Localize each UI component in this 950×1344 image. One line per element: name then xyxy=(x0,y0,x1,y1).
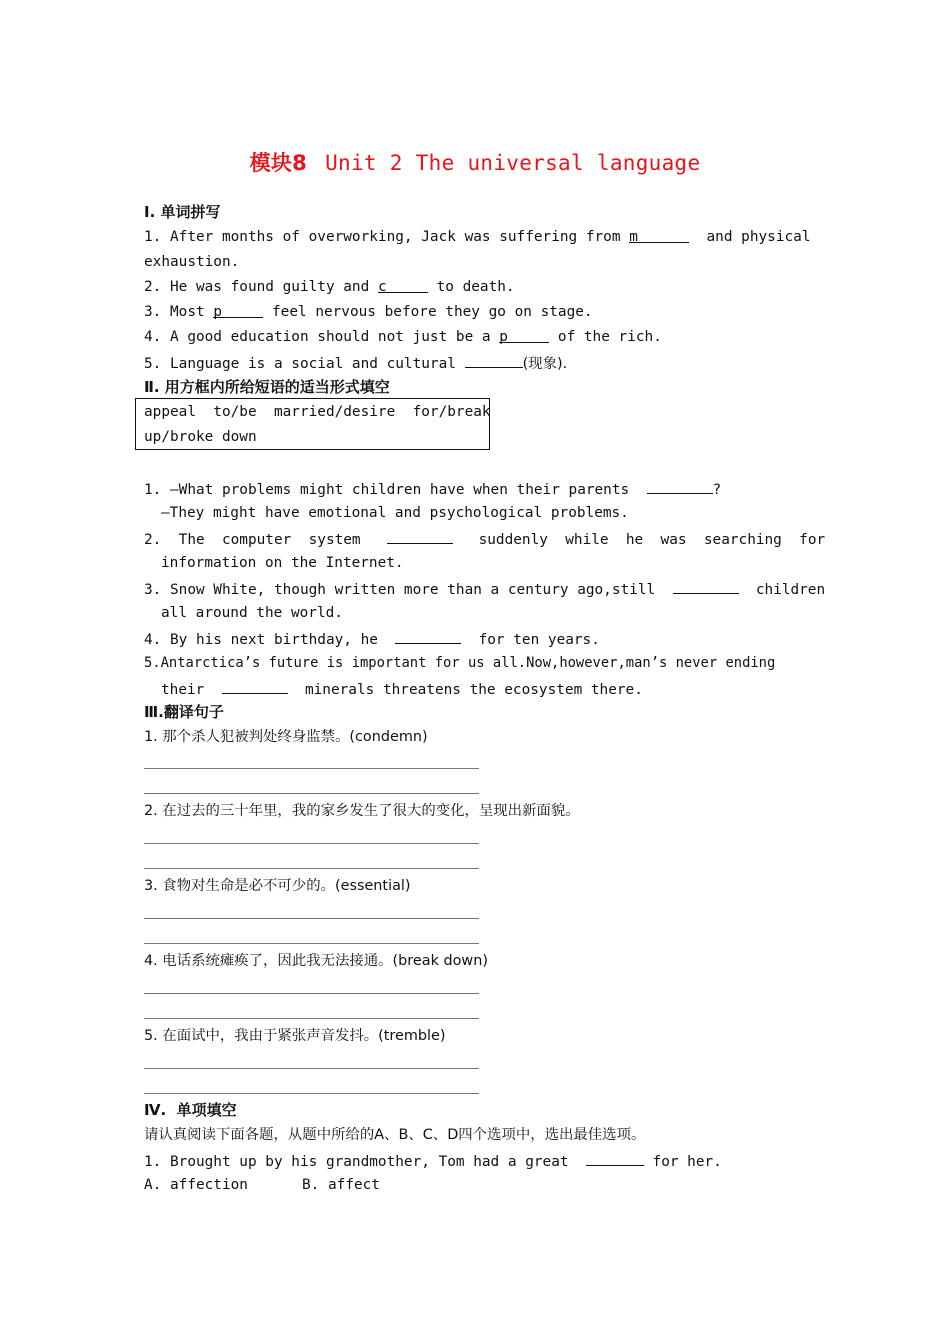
s2-question-5-cont xyxy=(161,679,643,699)
title-module: 模块8 xyxy=(249,151,308,175)
s1-question-4 xyxy=(144,328,662,346)
s1-q1-letter: m xyxy=(629,229,638,245)
s1-q3-text: 3. Most xyxy=(144,304,205,320)
s2-q3-text: 3. Snow White, though written more than a century ago,still xyxy=(144,582,656,598)
s3-item-3: 3. 食物对生命是必不可少的。(essential) xyxy=(144,878,411,894)
page-title xyxy=(0,147,950,177)
s3-item-1: 1. 那个杀人犯被判处终身监禁。(condemn) xyxy=(144,729,428,745)
section-3-heading: Ⅲ.翻译句子 xyxy=(144,703,224,721)
title-unit: Unit 2 The universal language xyxy=(325,151,701,175)
s2-question-3 xyxy=(144,579,825,599)
s1-question-2 xyxy=(144,278,515,296)
s2-question-3-cont: all around the world. xyxy=(161,605,343,621)
s1-q5-text-end: (现象). xyxy=(522,356,568,372)
s2-q1-text: 1. —What problems might children have when their parents xyxy=(144,482,630,498)
answer-line[interactable] xyxy=(144,1068,479,1069)
s4-option-b[interactable]: B. affect xyxy=(302,1177,380,1193)
s1-q3-blank[interactable] xyxy=(213,303,263,318)
s1-question-1-cont: exhaustion. xyxy=(144,254,240,270)
s2-question-2 xyxy=(144,529,825,549)
s1-q2-text: 2. He was found guilty and xyxy=(144,279,370,295)
answer-line[interactable] xyxy=(144,868,479,869)
s2-q4-blank[interactable] xyxy=(395,629,461,644)
s2-q3-text-end: children xyxy=(755,582,826,598)
s4-q1-blank[interactable] xyxy=(586,1151,644,1166)
answer-line[interactable] xyxy=(144,793,479,794)
s4-q1-text: 1. Brought up by his grandmother, Tom had a great xyxy=(144,1154,569,1170)
s1-q4-text-end: of the rich. xyxy=(557,329,662,345)
answer-line[interactable] xyxy=(144,768,479,769)
s2-question-4 xyxy=(144,629,600,649)
answer-line[interactable] xyxy=(144,943,479,944)
answer-line[interactable] xyxy=(144,843,479,844)
s2-q5-text-end: minerals threatens the ecosystem there. xyxy=(304,682,643,698)
s4-q1-text-end: for her. xyxy=(652,1154,722,1170)
s2-q2-text-end: suddenly while he was searching for xyxy=(478,532,826,548)
section-4-heading: Ⅳ. 单项填空 xyxy=(144,1101,237,1119)
phrase-box-line-2: up/broke down xyxy=(144,429,257,445)
s2-q2-text: 2. The computer system xyxy=(144,532,361,548)
answer-line[interactable] xyxy=(144,993,479,994)
s1-question-3 xyxy=(144,303,593,321)
section-1-heading: Ⅰ. 单词拼写 xyxy=(144,203,221,221)
s1-q2-text-end: to death. xyxy=(436,279,515,295)
s1-q2-blank[interactable] xyxy=(378,278,428,293)
section-2-heading: Ⅱ. 用方框内所给短语的适当形式填空 xyxy=(144,378,390,396)
answer-line[interactable] xyxy=(144,918,479,919)
s2-q5-blank[interactable] xyxy=(222,679,288,694)
s4-instruction: 请认真阅读下面各题，从题中所给的A、B、C、D四个选项中，选出最佳选项。 xyxy=(144,1127,646,1143)
s2-q1-text-end: ? xyxy=(712,482,722,498)
s1-q1-text-end: and physical xyxy=(706,229,811,245)
s1-question-5 xyxy=(144,353,567,373)
s2-question-1 xyxy=(144,479,721,499)
s2-q5-text: their xyxy=(161,682,205,698)
s2-question-1-answer: —They might have emotional and psychological problems. xyxy=(161,505,629,521)
s1-q3-text-end: feel nervous before they go on stage. xyxy=(272,304,593,320)
s1-q4-blank[interactable] xyxy=(499,328,549,343)
s3-item-2: 2. 在过去的三十年里，我的家乡发生了很大的变化，呈现出新面貌。 xyxy=(144,803,580,819)
s3-item-5: 5. 在面试中，我由于紧张声音发抖。(tremble) xyxy=(144,1028,446,1044)
s4-question-1 xyxy=(144,1151,722,1171)
s2-question-2-cont: information on the Internet. xyxy=(161,555,404,571)
s1-q4-letter: p xyxy=(499,329,508,345)
s2-q2-blank[interactable] xyxy=(387,529,453,544)
s4-option-a[interactable]: A. affection xyxy=(144,1177,248,1193)
answer-line[interactable] xyxy=(144,1093,479,1094)
s2-q3-blank[interactable] xyxy=(673,579,739,594)
s3-item-4: 4. 电话系统瘫痪了，因此我无法接通。(break down) xyxy=(144,953,488,969)
s1-q1-blank[interactable] xyxy=(629,228,689,243)
answer-line[interactable] xyxy=(144,1018,479,1019)
s1-q5-blank[interactable] xyxy=(465,353,523,368)
phrase-box-line-1: appeal to/be married/desire for/break xyxy=(144,404,491,420)
s1-q1-text: 1. After months of overworking, Jack was suffering from xyxy=(144,229,621,245)
s1-q3-letter: p xyxy=(213,304,222,320)
s1-q4-text: 4. A good education should not just be a xyxy=(144,329,491,345)
s1-q2-letter: c xyxy=(377,279,387,295)
s2-q1-blank[interactable] xyxy=(647,479,713,494)
s1-question-1 xyxy=(144,228,810,246)
s2-q4-text-end: for ten years. xyxy=(478,632,600,648)
s2-q4-text: 4. By his next birthday, he xyxy=(144,632,378,648)
s1-q5-text: 5. Language is a social and cultural xyxy=(144,356,456,372)
s2-question-5: 5.Antarctica’s future is important for us all.Now,however,man’s never ending xyxy=(144,655,776,671)
